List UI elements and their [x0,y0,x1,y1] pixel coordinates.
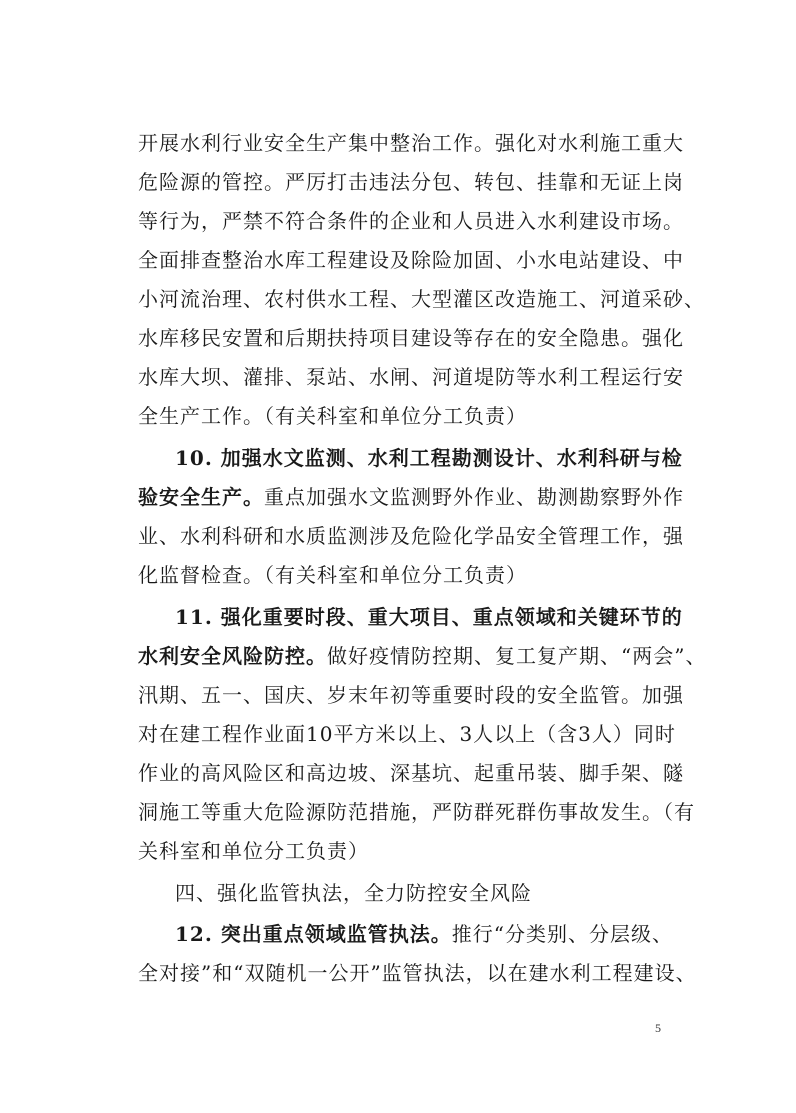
body-line: 水库移民安置和后期扶持项目建设等存在的安全隐患。强化 [138,326,684,350]
body-line: 汛期、五一、国庆、岁末年初等重要时段的安全监管。加强 [138,683,684,707]
body-line: 作业的高风险区和高边坡、深基坑、起重吊装、脚手架、隧 [138,761,684,785]
body-line: 验安全生产。重点加强水文监测野外作业、勘测勘察野外作 [138,485,684,509]
section-heading: 四、强化监管执法，全力防控安全风险 [175,881,532,905]
body-line: 洞施工等重大危险源防范措施，严防群死群伤事故发生。（有 [138,800,695,824]
item-12-title: 12. 突出重点领域监管执法。推行“分类别、分层级、 [175,922,673,946]
body-line: 关科室和单位分工负责） [138,839,369,863]
item-11-title: 11. 强化重要时段、重大项目、重点领域和关键环节的 [175,605,683,629]
body-line: 等行为，严禁不符合条件的企业和人员进入水利建设市场。 [138,209,684,233]
body-line: 危险源的管控。严厉打击违法分包、转包、挂靠和无证上岗 [138,170,684,194]
item-10-title: 10. 加强水文监测、水利工程勘测设计、水利科研与检 [175,446,683,470]
page-number: 5 [655,1021,661,1035]
body-line: 全面排查整治水库工程建设及除险加固、小水电站建设、中 [138,248,684,272]
body-line: 开展水利行业安全生产集中整治工作。强化对水利施工重大 [138,131,684,155]
body-line: 全生产工作。（有关科室和单位分工负责） [138,404,527,428]
body-line: 业、水利科研和水质监测涉及危险化学品安全管理工作，强 [138,524,684,548]
body-line: 水利安全风险防控。做好疫情防控期、复工复产期、“两会”、 [138,644,707,668]
body-line: 对在建工程作业面10平方米以上、3人以上（含3人）同时 [138,722,676,746]
body-line: 全对接”和“双随机一公开”监管执法，以在建水利工程建设、 [138,961,697,985]
body-line: 小河流治理、农村供水工程、大型灌区改造施工、河道采砂、 [138,287,705,311]
body-line: 水库大坝、灌排、泵站、水闸、河道堤防等水利工程运行安 [138,365,684,389]
body-line: 化监督检查。（有关科室和单位分工负责） [138,563,527,587]
